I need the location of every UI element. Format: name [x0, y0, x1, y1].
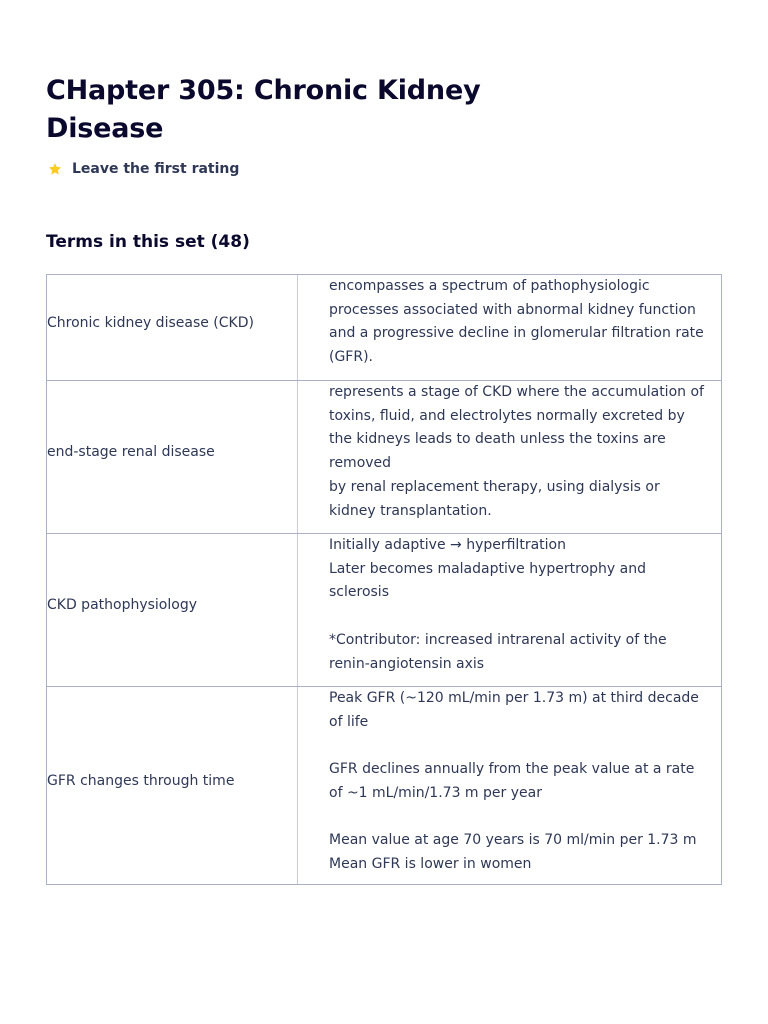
terms-table [46, 274, 722, 885]
term-text: Chronic kidney disease (CKD) [47, 275, 298, 380]
page-title: CHapter 305: Chronic Kidney Disease [46, 75, 481, 144]
term-row[interactable] [47, 686, 721, 884]
definition-text: Peak GFR (~120 mL/min per 1.73 m) at third decade of life GFR declines annually from the peak value at a rate of ~1 mL/min/1.73 m per year Mean value at age 70 years is 70 ml/min per 1.73 m Mean GFR is lower in women [329, 690, 699, 872]
term-text: CKD pathophysiology [47, 534, 298, 686]
definition-text: represents a stage of CKD where the accumulation of toxins, fluid, and electrolytes normally excreted by the kidneys leads to death unless the toxins are removed by renal replacement therapy, using dialysis or kidney transplantation. [329, 384, 704, 519]
definition-text: Initially adaptive → hyperfiltration Later becomes maladaptive hypertrophy and sclerosis *Contributor: increased intrarenal activity of the renin-angiotensin axis [329, 537, 667, 672]
rating-link[interactable] [48, 161, 239, 177]
term-row[interactable] [47, 380, 721, 533]
section-title: Terms in this set (48) [46, 232, 250, 252]
term-text: end-stage renal disease [47, 381, 298, 533]
rating-label: Leave the first rating [72, 161, 240, 177]
term-row[interactable] [47, 533, 721, 686]
term-text: GFR changes through time [47, 687, 298, 884]
definition-text: encompasses a spectrum of pathophysiologic processes associated with abnormal kidney function and a progressive decline in glomerular filtration rate (GFR). [329, 278, 704, 366]
term-row[interactable] [47, 275, 721, 380]
star-icon [48, 162, 62, 176]
